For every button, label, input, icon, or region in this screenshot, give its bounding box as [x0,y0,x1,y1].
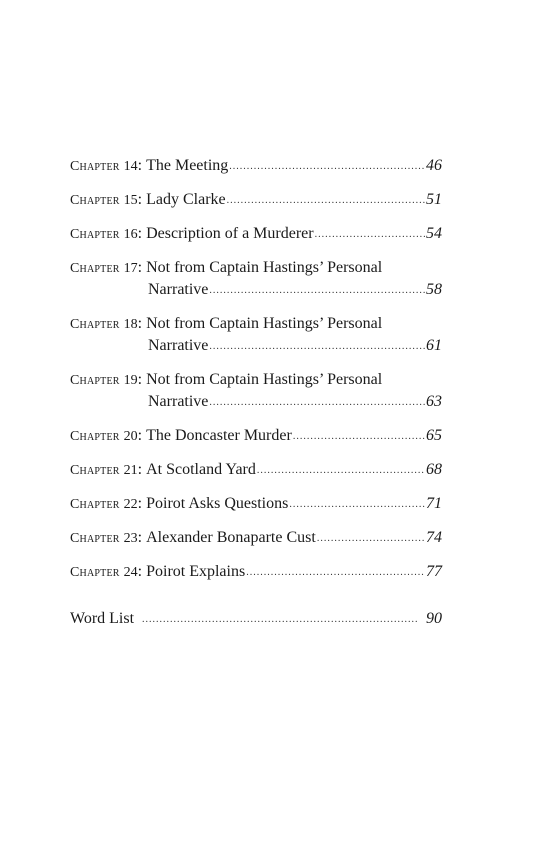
chapter-number: 23 [123,531,138,546]
toc-entry-chapter-15[interactable]: Chapter 15 : Lady Clarke ..... 51 [70,189,442,212]
chapter-title: Alexander Bonaparte Cust [146,529,316,546]
chapter-title-line2: Narrative [148,281,209,298]
toc-entry-chapter-19[interactable]: Chapter 19 : Not from Captain Hastings’ Personal Narrative ..... 63 [70,369,442,414]
chapter-label: Chapter [70,497,120,512]
toc-entry-chapter-20[interactable]: Chapter 20 : The Doncaster Murder ..... 65 [70,425,442,448]
word-list-label: Word List [70,610,135,627]
page-number: 54 [426,225,442,242]
dot-leader [293,426,425,447]
chapter-title: Description of a Murderer [146,225,314,242]
dot-leader [142,609,418,630]
page-number: 46 [426,157,442,174]
page-number: 65 [426,427,442,444]
chapter-title: Lady Clarke [146,191,226,208]
dot-leader [227,190,425,211]
chapter-label: Chapter [70,463,120,478]
chapter-title: Poirot Asks Questions [146,495,289,512]
dot-leader [229,156,425,177]
toc-entry-chapter-18[interactable]: Chapter 18 : Not from Captain Hastings’ Personal Narrative ..... 61 [70,313,442,358]
dot-leader [246,562,425,583]
toc-entry-chapter-17[interactable]: Chapter 17 : Not from Captain Hastings’ Personal Narrative ..... 58 [70,257,442,302]
page-number: 71 [426,495,442,512]
chapter-number: 18 [123,317,138,332]
chapter-label: Chapter [70,373,120,388]
chapter-number: 17 [123,261,138,276]
chapter-number: 24 [123,565,138,580]
toc-entry-chapter-23[interactable]: Chapter 23 : Alexander Bonaparte Cust ..... 74 [70,527,442,550]
chapter-label: Chapter [70,429,120,444]
chapter-title-line1: Not from Captain Hastings’ Personal [146,371,383,388]
chapter-number: 22 [123,497,138,512]
page-number: 68 [426,461,442,478]
chapter-label: Chapter [70,159,120,174]
dot-leader [209,336,425,357]
chapter-label: Chapter [70,531,120,546]
chapter-label: Chapter [70,565,120,580]
chapter-number: 16 [123,227,138,242]
dot-leader [317,528,425,549]
chapter-number: 21 [123,463,138,478]
page-number: 63 [426,393,442,410]
chapter-title-line1: Not from Captain Hastings’ Personal [146,259,383,276]
chapter-title: The Meeting [146,157,229,174]
chapter-label: Chapter [70,193,120,208]
dot-leader [315,224,425,245]
page-number: 74 [426,529,442,546]
toc-entry-chapter-21[interactable]: Chapter 21 : At Scotland Yard ..... 68 [70,459,442,482]
dot-leader [257,460,425,481]
page-number: 77 [426,563,442,580]
chapter-title: At Scotland Yard [146,461,256,478]
dot-leader [209,280,425,301]
page-number: 58 [426,281,442,298]
chapter-title: Poirot Explains [146,563,246,580]
page-number: 61 [426,337,442,354]
chapter-number: 19 [123,373,138,388]
chapter-number: 15 [123,193,138,208]
chapter-label: Chapter [70,261,120,276]
chapter-label: Chapter [70,317,120,332]
toc-entry-chapter-22[interactable]: Chapter 22 : Poirot Asks Questions ..... 71 [70,493,442,516]
page-number: 90 [426,610,442,627]
toc-entry-word-list[interactable] [70,608,442,631]
chapter-number: 20 [123,429,138,444]
chapter-title-line2: Narrative [148,337,209,354]
chapter-number: 14 [123,159,138,174]
page-number: 51 [426,191,442,208]
chapter-title: The Doncaster Murder [146,427,292,444]
toc-entry-chapter-24[interactable]: Chapter 24 : Poirot Explains ..... 77 [70,561,442,584]
dot-leader [209,392,425,413]
chapter-title-line2: Narrative [148,393,209,410]
chapter-title-line1: Not from Captain Hastings’ Personal [146,315,383,332]
dot-leader [289,494,425,515]
table-of-contents [70,155,442,595]
toc-entry-chapter-14[interactable]: Chapter 14 : The Meeting ..... 46 [70,155,442,178]
toc-entry-chapter-16[interactable]: Chapter 16 : Description of a Murderer ..... 54 [70,223,442,246]
chapter-label: Chapter [70,227,120,242]
